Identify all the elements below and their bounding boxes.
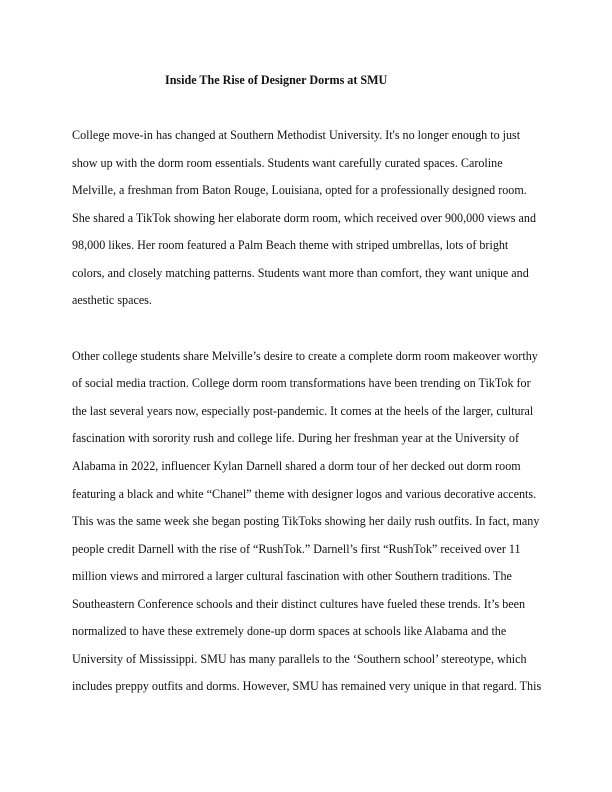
paragraph-line: normalized to have these extremely done-up dorm spaces at schools like Alabama and the [72, 624, 507, 638]
paragraph-line: This was the same week she began posting TikToks showing her daily rush outfits. In fact, many [72, 514, 540, 528]
paragraph-line: show up with the dorm room essentials. Students want carefully curated spaces. Caroline [72, 156, 503, 170]
paragraph-line: 98,000 likes. Her room featured a Palm Beach theme with striped umbrellas, lots of bright [72, 238, 509, 252]
paragraph-line: aesthetic spaces. [72, 293, 152, 307]
paragraph-line: University of Mississippi. SMU has many parallels to the ‘Southern school’ stereotype, which [72, 652, 527, 666]
paragraph-line: Other college students share Melville’s desire to create a complete dorm room makeover worthy [72, 349, 538, 363]
paragraph-line: Southeastern Conference schools and their distinct cultures have fueled these trends. It’s been [72, 597, 526, 611]
paragraph-line: the last several years now, especially post-pandemic. It comes at the heels of the larger, cultural [72, 404, 534, 418]
paragraph-line: people credit Darnell with the rise of “RushTok.” Darnell’s first “RushTok” received over 11 [72, 542, 521, 556]
paragraph-line: College move-in has changed at Southern Methodist University. It's no longer enough to just [72, 128, 521, 142]
paragraph-line: She shared a TikTok showing her elaborate dorm room, which received over 900,000 views and [72, 211, 536, 225]
paragraph-line: Melville, a freshman from Baton Rouge, Louisiana, opted for a professionally designed room. [72, 183, 527, 197]
paragraph-line: Alabama in 2022, influencer Kylan Darnell shared a dorm tour of her decked out dorm room [72, 459, 521, 473]
paragraph-line: includes preppy outfits and dorms. However, SMU has remained very unique in that regard. This [72, 679, 542, 693]
paragraph-line: of social media traction. College dorm room transformations have been trending on TikTok for [72, 376, 531, 390]
paragraph-line: fascination with sorority rush and college life. During her freshman year at the University of [72, 431, 519, 445]
article-title: Inside The Rise of Designer Dorms at SMU [165, 73, 388, 87]
paragraph-line: featuring a black and white “Chanel” theme with designer logos and various decorative accents. [72, 487, 537, 501]
paragraph-line: million views and mirrored a larger cultural fascination with other Southern traditions. The [72, 569, 512, 583]
paragraph-line: colors, and closely matching patterns. Students want more than comfort, they want unique and [72, 266, 529, 280]
